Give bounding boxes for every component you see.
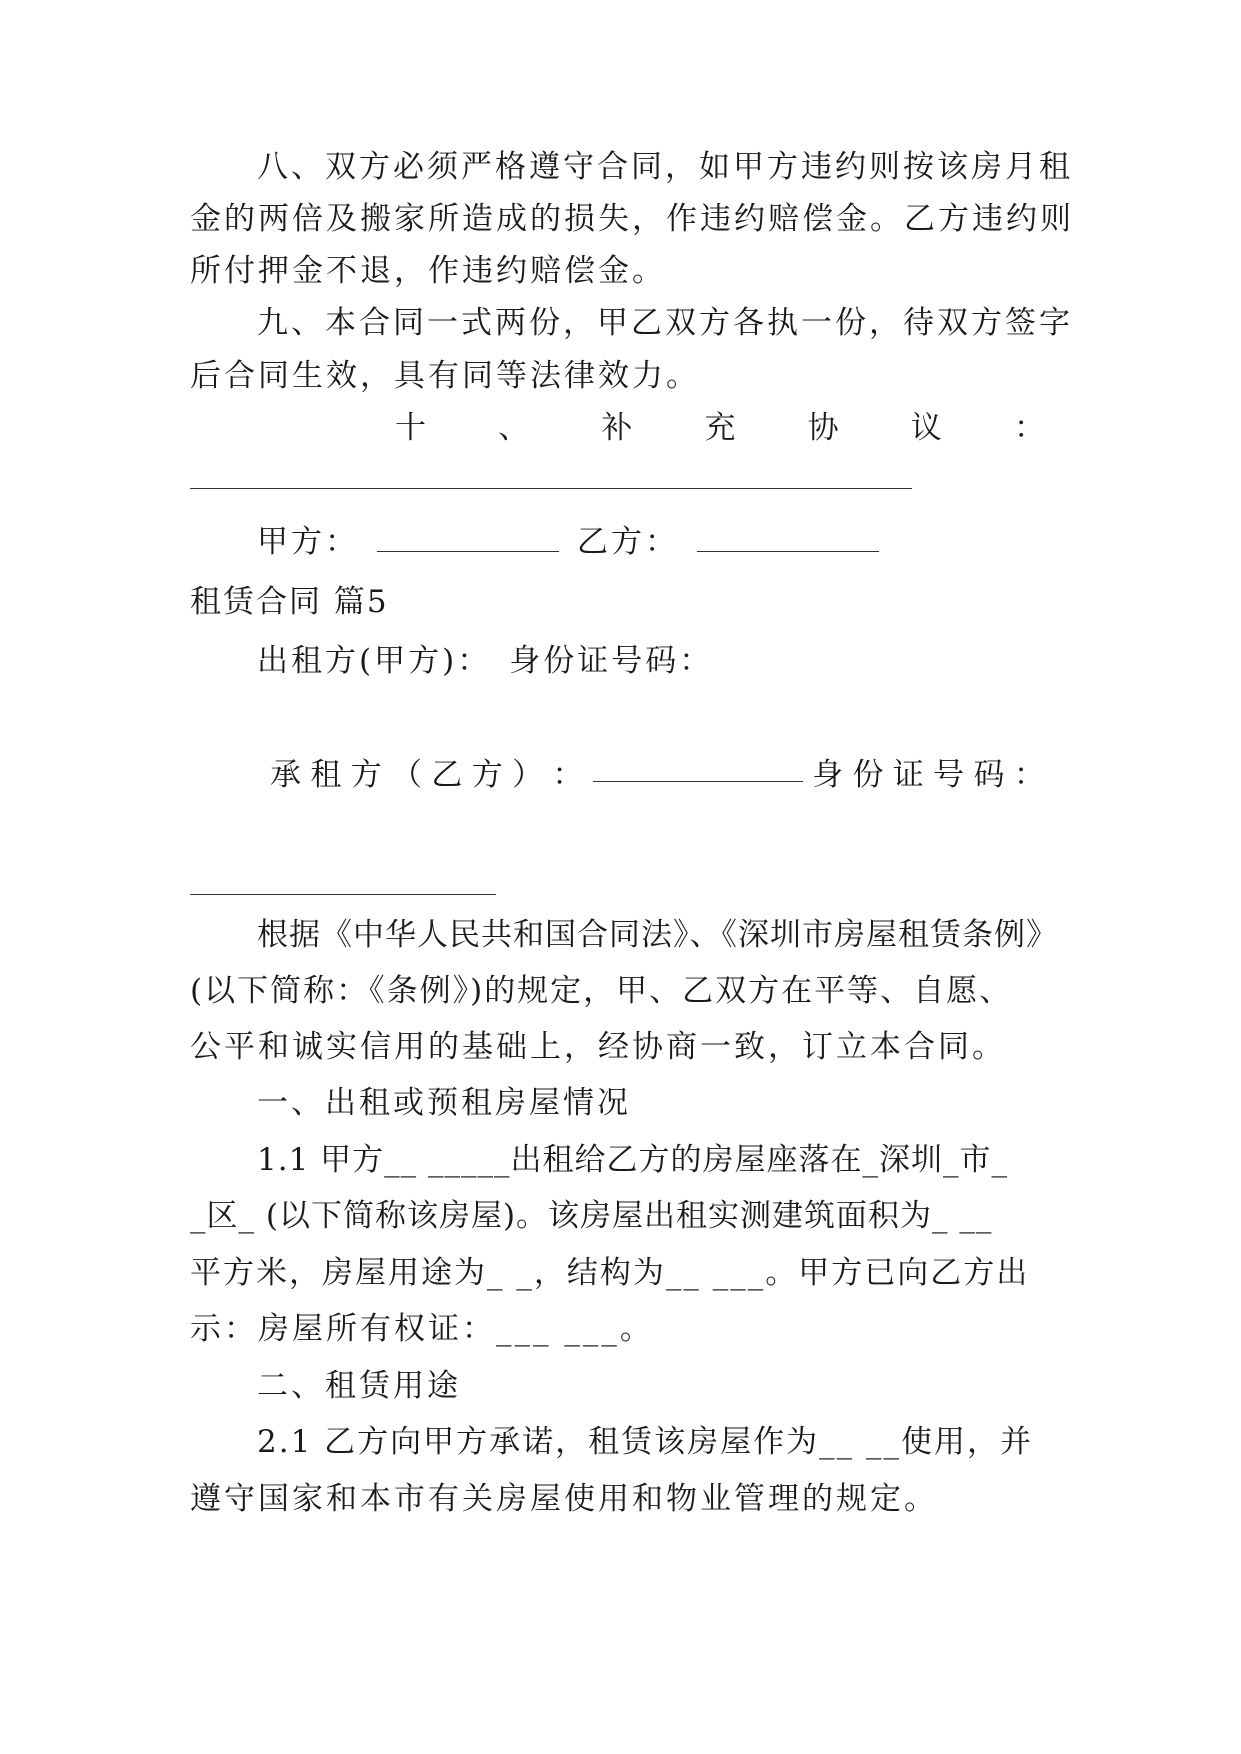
lessee-char: 承 [270,757,301,793]
lessee-id-char: 身 [812,757,844,793]
lessee-char: ： [552,757,584,793]
lessee-char: 方 [350,757,382,793]
heading-char: ： [1013,410,1045,446]
heading-char: 协 [807,410,839,446]
basis-line-2: (以下简称：《条例》)的规定，甲、乙双方在平等、自愿、 [190,973,1013,1009]
section-title: 租赁合同 篇5 [190,584,389,620]
clause-8-line-3: 所付押金不退，作违约赔偿金。 [190,253,666,289]
clause-9-line-2: 后合同生效，具有同等法律效力。 [190,358,700,394]
article-1-line-4: 示：房屋所有权证：___ ___。 [190,1311,654,1347]
lessor-label: 出租方(甲方)： [257,643,492,679]
heading-char: 充 [704,410,736,446]
lessee-char: （ [391,757,423,793]
party-a-blank [377,525,559,552]
party-b-label: 乙方： [577,524,679,560]
basis-line-3: 公平和诚实信用的基础上，经协商一致，订立本合同。 [190,1029,1006,1065]
lessee-char: 租 [310,757,342,793]
lessee-name-blank [593,755,803,782]
basis-line-1: 根据《中华人民共和国合同法》、《深圳市房屋租赁条例》 [257,917,1058,953]
lessee-char: 乙 [431,757,463,793]
lessee-line [270,755,1045,795]
article-1-line-2: _区_ (以下简称该房屋)。该房屋出租实测建筑面积为_ __ [190,1198,993,1234]
lessee-char: 方 [471,757,503,793]
clause-9-line-1: 九、本合同一式两份，甲乙双方各执一份，待双方签字 [257,305,1073,341]
lessee-char: ） [512,757,544,793]
heading-char: 议 [910,410,942,446]
clause-8-line-2: 金的两倍及搬家所造成的损失，作违约赔偿金。乙方违约则 [190,201,1074,237]
lessee-id-char: 份 [852,757,884,793]
lessee-id-char: ： [1013,757,1045,793]
party-b-blank [697,525,879,552]
lessor-id-label: 身份证号码： [509,643,714,679]
lessee-id-char: 证 [892,757,924,793]
party-a-label: 甲方： [257,524,359,560]
supplement-blank-line [190,488,912,489]
heading-char: 、 [498,410,530,446]
heading-char: 补 [601,410,633,446]
clause-10-heading [395,408,1045,448]
article-1-heading: 一、出租或预租房屋情况 [257,1085,631,1121]
article-1-line-3: 平方米，房屋用途为_ _，结构为__ ___。甲方已向乙方出 [190,1255,1030,1291]
article-1-line-1: 1.1 甲方__ _____出租给乙方的房屋座落在_深圳_市_ [257,1142,1009,1178]
signature-line [257,522,879,562]
lessee-id-blank [190,894,496,895]
lessee-id-char: 号 [933,757,965,793]
lessor-line [257,641,713,681]
article-2-line-2: 遵守国家和本市有关房屋使用和物业管理的规定。 [190,1481,938,1517]
lessee-id-char: 码 [973,757,1005,793]
clause-8-line-1: 八、双方必须严格遵守合同，如甲方违约则按该房月租 [257,149,1073,185]
heading-char: 十 [395,410,426,446]
article-2-heading: 二、租赁用途 [257,1368,461,1404]
article-2-line-1: 2.1 乙方向甲方承诺，租赁该房屋作为__ __使用，并 [257,1424,1034,1460]
